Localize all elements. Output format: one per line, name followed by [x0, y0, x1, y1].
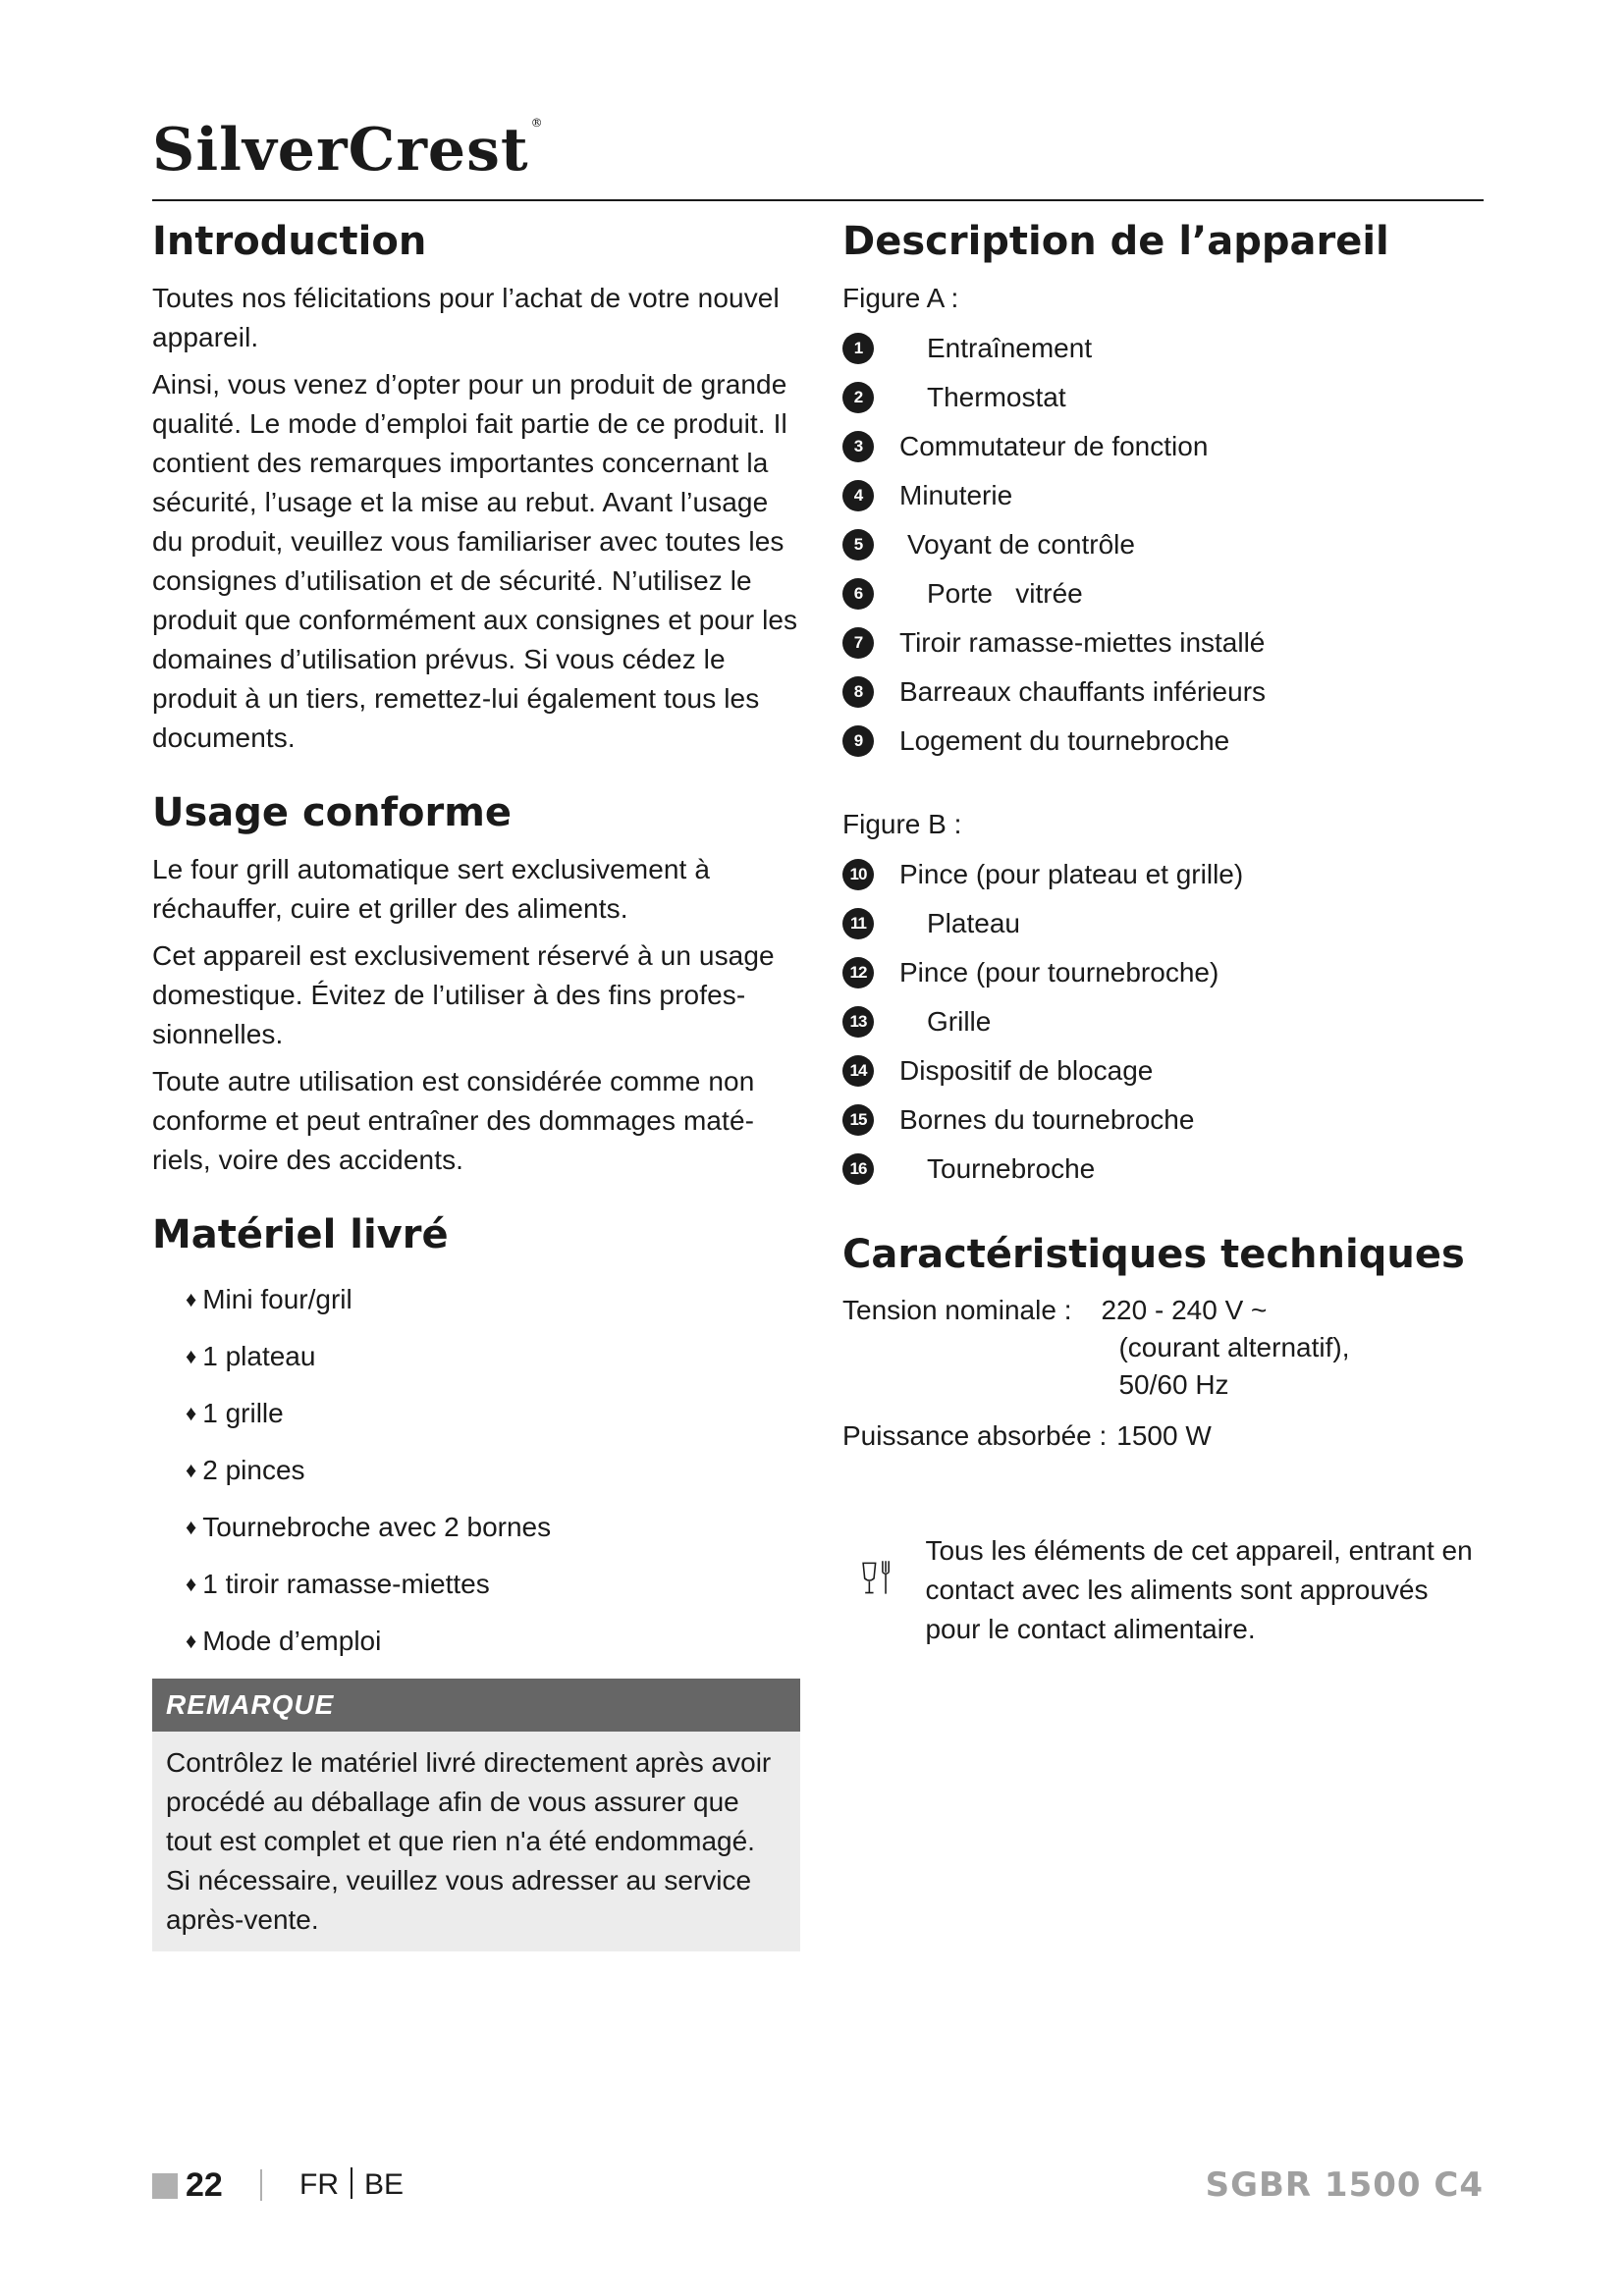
- part-number-badge: 2: [842, 382, 874, 413]
- list-item-label: Tournebroche avec 2 bornes: [202, 1512, 552, 1542]
- diamond-bullet-icon: ♦: [186, 1572, 197, 1596]
- part-item: [842, 520, 1490, 569]
- part-number-badge: 11: [842, 908, 874, 939]
- part-item: [842, 569, 1490, 618]
- part-label: Plateau: [927, 908, 1020, 938]
- part-label: Voyant de contrôle: [907, 529, 1135, 560]
- part-item: [842, 373, 1490, 422]
- part-item: [842, 850, 1490, 899]
- header-rule: [152, 199, 1484, 201]
- list-item: [186, 1614, 800, 1671]
- footer-separator: [260, 2169, 262, 2201]
- diamond-bullet-icon: ♦: [186, 1287, 197, 1311]
- part-label: Dispositif de blocage: [899, 1055, 1154, 1086]
- spec-voltage-value: 220 - 240 V ~: [1101, 1295, 1268, 1325]
- part-label: Commutateur de fonction: [899, 431, 1209, 461]
- note-header: REMARQUE: [152, 1679, 800, 1732]
- part-item: [842, 422, 1490, 471]
- spec-row-power: [842, 1417, 1490, 1455]
- brand-logo-text: SilverCrest: [152, 116, 529, 185]
- introduction-title: Introduction: [152, 219, 427, 264]
- model-number: SGBR 1500 C4: [1205, 2165, 1484, 2205]
- registered-mark: ®: [530, 116, 544, 130]
- part-number-badge: 15: [842, 1104, 874, 1136]
- part-number-badge: 6: [842, 578, 874, 610]
- list-item: [186, 1443, 800, 1500]
- list-item-label: 1 grille: [202, 1398, 284, 1428]
- part-item: [842, 667, 1490, 717]
- footer-square-icon: [152, 2173, 178, 2199]
- usage-paragraph: Le four grill automatique sert exclusivement à réchauffer, cuire et griller des aliments.: [152, 854, 710, 924]
- part-item: [842, 717, 1490, 766]
- diamond-bullet-icon: ♦: [186, 1344, 197, 1368]
- part-label: Porte vitrée: [927, 578, 1083, 609]
- part-item: [842, 471, 1490, 520]
- list-item-label: Mini four/gril: [202, 1284, 352, 1314]
- footer-languages: [299, 2163, 404, 2207]
- usage-title: Usage conforme: [152, 790, 513, 835]
- left-column: [152, 216, 800, 1951]
- page-number: 22: [186, 2166, 223, 2204]
- spec-power-value: 1500 W: [1116, 1420, 1212, 1451]
- part-item: [842, 618, 1490, 667]
- list-item: [186, 1386, 800, 1443]
- footer-lang-divider: [351, 2167, 352, 2199]
- spec-row-voltage: [842, 1292, 1490, 1404]
- diamond-bullet-icon: ♦: [186, 1401, 197, 1425]
- spec-voltage-values: [1101, 1292, 1349, 1404]
- list-item-label: 2 pinces: [202, 1455, 305, 1485]
- right-column: [842, 216, 1490, 1649]
- diamond-bullet-icon: ♦: [186, 1458, 197, 1482]
- figure-a-label: Figure A :: [842, 283, 959, 313]
- spec-voltage-sub: (courant alternatif),: [1118, 1332, 1350, 1362]
- part-item: [842, 1046, 1490, 1095]
- list-item: [186, 1272, 800, 1329]
- part-label: Tiroir ramasse-miettes installé: [899, 627, 1266, 658]
- food-safe-notice: [842, 1531, 1490, 1649]
- part-label: Grille: [927, 1006, 992, 1037]
- specs-table: [842, 1292, 1490, 1455]
- spec-voltage-freq: 50/60 Hz: [1118, 1369, 1229, 1400]
- part-label: Barreaux chauffants inférieurs: [899, 676, 1267, 707]
- part-item: [842, 997, 1490, 1046]
- part-number-badge: 4: [842, 480, 874, 511]
- list-item-label: 1 plateau: [202, 1341, 316, 1371]
- page-footer: [152, 2163, 1484, 2207]
- usage-section: [152, 787, 800, 1180]
- part-label: Entraînement: [927, 333, 1093, 363]
- part-number-badge: 13: [842, 1006, 874, 1038]
- contents-title: Matériel livré: [152, 1212, 449, 1257]
- food-safe-text: Tous les éléments de cet appareil, entrant en contact avec les aliments sont approuvés pour le contact alimentaire.: [925, 1535, 1473, 1644]
- diamond-bullet-icon: ♦: [186, 1515, 197, 1539]
- note-text: Contrôlez le matériel livré directement après avoir procédé au déballage afin de vous assurer que tout est complet et que rien n'a été endommagé. Si nécessaire, veuillez vous adresser au service après-vente.: [152, 1732, 800, 1951]
- usage-paragraph: Cet appareil est exclusivement réservé à un usage domestique. Évitez de l’utiliser à des fins professionnelles.: [152, 940, 775, 1049]
- figure-b-parts-list: [842, 850, 1490, 1194]
- footer-lang-fr: FR: [299, 2168, 339, 2201]
- list-item: [186, 1557, 800, 1614]
- brand-logo: [152, 116, 544, 185]
- part-number-badge: 7: [842, 627, 874, 659]
- part-number-badge: 12: [842, 957, 874, 988]
- part-item: [842, 948, 1490, 997]
- part-label: Pince (pour tournebroche): [899, 957, 1219, 988]
- list-item: [186, 1329, 800, 1386]
- part-number-badge: 1: [842, 333, 874, 364]
- part-item: [842, 324, 1490, 373]
- figure-a-parts-list: [842, 324, 1490, 766]
- part-number-badge: 10: [842, 859, 874, 890]
- part-number-badge: 8: [842, 676, 874, 708]
- part-number-badge: 14: [842, 1055, 874, 1087]
- introduction-paragraph: Toutes nos félicitations pour l’achat de votre nouvel appareil.: [152, 283, 780, 352]
- list-item-label: 1 tiroir ramasse-miettes: [202, 1569, 490, 1599]
- part-label: Bornes du tournebroche: [899, 1104, 1195, 1135]
- usage-paragraph: Toute autre utilisation est considérée comme non conforme et peut entraîner des dommages matériels, voire des accidents.: [152, 1066, 755, 1175]
- diamond-bullet-icon: ♦: [186, 1629, 197, 1653]
- introduction-section: [152, 216, 800, 758]
- specs-title: Caractéristiques techniques: [842, 1232, 1465, 1277]
- part-number-badge: 5: [842, 529, 874, 561]
- contents-section: [152, 1209, 800, 1671]
- description-title: Description de l’appareil: [842, 219, 1389, 264]
- note-box: [152, 1679, 800, 1951]
- part-label: Logement du tournebroche: [899, 725, 1230, 756]
- part-number-badge: 16: [842, 1153, 874, 1185]
- part-item: [842, 899, 1490, 948]
- footer-lang-be: BE: [364, 2168, 405, 2201]
- part-item: [842, 1095, 1490, 1145]
- specs-section: [842, 1229, 1490, 1455]
- part-number-badge: 9: [842, 725, 874, 757]
- description-section: [842, 216, 1490, 1194]
- part-number-badge: 3: [842, 431, 874, 462]
- food-safe-glass-fork-icon: [860, 1539, 895, 1618]
- part-label: Thermostat: [927, 382, 1066, 412]
- figure-b-label: Figure B :: [842, 809, 962, 839]
- introduction-paragraph: Ainsi, vous venez d’opter pour un produit de grande qualité. Le mode d’emploi fait partie de ce produit. Il contient des remarques importantes concernant la sécurité, l’usage et la mise au rebut. Avant l’usage du produit, veuillez vous familiariser avec toutes les consignes d’utilisation et de sécurité. N’utilisez le produit que conformément aux consignes et pour les domaines d’utilisation prévus. Si vous cédez le produit à un tiers, remettez-lui également tous les documents.: [152, 369, 798, 753]
- list-item: [186, 1500, 800, 1557]
- spec-voltage-label: Tension nominale :: [842, 1295, 1072, 1325]
- list-item-label: Mode d’emploi: [202, 1626, 382, 1656]
- spec-power-label: Puissance absorbée :: [842, 1420, 1108, 1451]
- part-item: [842, 1145, 1490, 1194]
- part-label: Pince (pour plateau et grille): [899, 859, 1244, 889]
- part-label: Tournebroche: [927, 1153, 1096, 1184]
- part-label: Minuterie: [899, 480, 1013, 510]
- contents-list: [152, 1272, 800, 1671]
